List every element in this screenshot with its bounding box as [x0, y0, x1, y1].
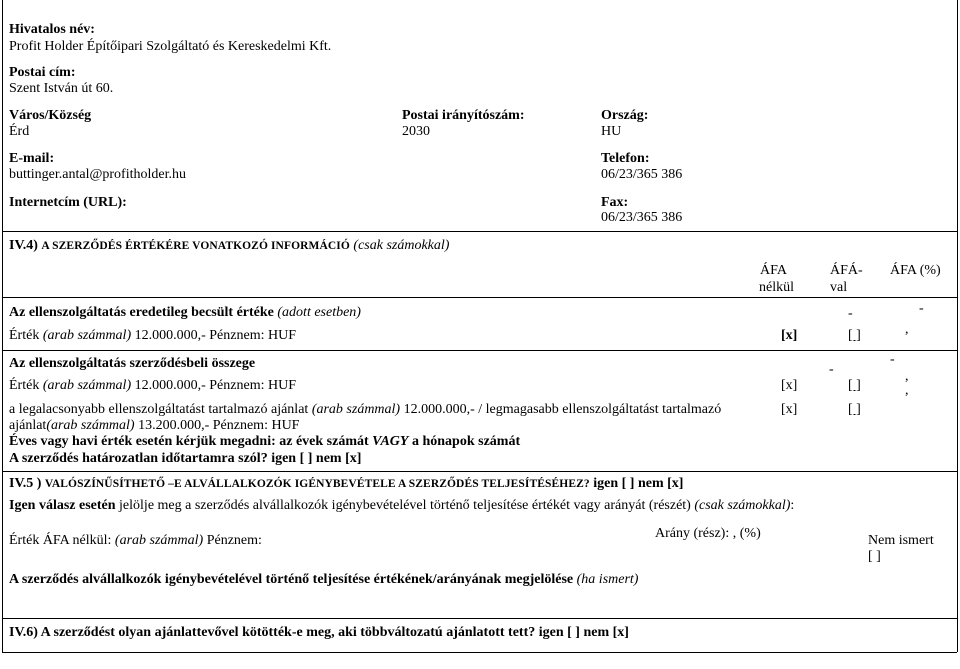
- indefinite-duration-question: A szerződés határozatlan időtartamra szól? igen [ ] nem [x]: [9, 451, 362, 466]
- vat-percent-comma: ,: [905, 383, 909, 398]
- designation-text: A szerződés alvállalkozók igénybevételével történő teljesítése értékének/arányának megjelölése: [9, 572, 574, 587]
- offer-range-row: [9, 402, 769, 434]
- vat-percent-comma: ,: [905, 369, 909, 384]
- col-header-without-vat: ÁFA: [760, 263, 787, 278]
- range-text-1: a legalacsonyabb ellenszolgáltatást tartalmazó ajánlat: [9, 402, 309, 417]
- with-vat-dash: -: [848, 306, 853, 321]
- subcontracting-value-row: [9, 533, 262, 549]
- section-answer: igen [ ] nem [x]: [538, 625, 629, 640]
- section-number: IV.4): [9, 238, 38, 253]
- fax: 06/23/365 386: [601, 210, 683, 225]
- instruction-lead: Igen válasz esetén: [9, 498, 116, 513]
- value-note: (arab számmal): [42, 378, 132, 393]
- fax-label: Fax:: [601, 195, 629, 210]
- annual-note-text: Éves vagy havi érték esetén kérjük megadni: az évek számát: [9, 434, 369, 449]
- without-vat-mark: [x]: [781, 378, 798, 393]
- email: buttinger.antal@profitholder.hu: [9, 167, 186, 182]
- section-title: VALÓSZÍNŰSÍTHETŐ –E ALVÁLLALKOZÓK IGÉNYBEVÉTELE A SZERZŐDÉS TELJESÍTÉSÉHEZ?: [44, 478, 590, 490]
- vat-percent-dash: -: [890, 352, 895, 367]
- annual-note-text-end: a hónapok számát: [411, 434, 521, 449]
- range-text-2: 12.000.000,- / legmagasabb ellenszolgáltatást tartalmazó ajánlat: [9, 402, 722, 433]
- heading-note: (adott esetben): [277, 305, 361, 320]
- contract-value-row: [9, 378, 296, 394]
- row-divider: [2, 297, 957, 298]
- col-header-with-vat-line2: val: [830, 280, 848, 295]
- official-name: Profit Holder Építőipari Szolgáltató és Kereskedelmi Kft.: [9, 39, 332, 54]
- value-label: Érték ÁFA nélkül:: [9, 533, 112, 548]
- col-header-vat-percent: ÁFA (%): [890, 263, 941, 278]
- section-divider: [2, 618, 957, 619]
- with-vat-mark: [ ]: [848, 378, 861, 393]
- value-note: (arab számmal): [42, 328, 132, 343]
- section-title-note: (csak számokkal): [353, 238, 450, 253]
- unknown-mark: [ ]: [868, 549, 881, 564]
- value-currency: Pénznem:: [206, 533, 262, 548]
- section-divider: [2, 231, 957, 232]
- without-vat-mark: [x]: [781, 328, 798, 343]
- range-note-2: (arab számmal): [46, 418, 135, 433]
- vat-percent-dash: -: [919, 301, 924, 316]
- city: Érd: [9, 124, 30, 139]
- section-answer: igen [ ] nem [x]: [593, 476, 684, 491]
- subcontracting-designation: [9, 572, 638, 588]
- instruction-text: jelölje meg a szerződés alvállalkozók igénybevételével történő teljesítése értékét vagy arányát (részét): [119, 498, 691, 513]
- section-iv6-question: [9, 625, 629, 641]
- postal-address-label: Postai cím:: [9, 65, 76, 80]
- col-header-without-vat-line2: nélkül: [759, 280, 794, 295]
- email-label: E-mail:: [9, 151, 55, 166]
- section-divider: [2, 471, 957, 472]
- postcode: 2030: [402, 124, 430, 139]
- range-text-3: 13.200.000,- Pénznem: HUF: [138, 418, 300, 433]
- url-label: Internetcím (URL):: [9, 195, 127, 210]
- row-divider: [2, 350, 957, 351]
- postcode-label: Postai irányítószám:: [402, 108, 525, 123]
- section-title: A SZERZŐDÉS ÉRTÉKÉRE VONATKOZÓ INFORMÁCIÓ: [41, 240, 350, 252]
- section-iv5-title: [9, 476, 683, 492]
- instruction-note: (csak számokkal): [694, 498, 791, 513]
- without-vat-mark: [x]: [781, 402, 798, 417]
- with-vat-dash: -: [829, 362, 834, 377]
- form-bottom-border: [2, 652, 957, 653]
- annual-value-note: [9, 434, 520, 450]
- country: HU: [601, 124, 622, 139]
- value-amount: 12.000.000,- Pénznem: HUF: [134, 328, 296, 343]
- instruction-end: :: [790, 498, 795, 513]
- value-label: Érték: [9, 378, 40, 393]
- postal-address: Szent István út 60.: [9, 81, 114, 96]
- phone: 06/23/365 386: [601, 167, 683, 182]
- heading-text: Az ellenszolgáltatás eredetileg becsült értéke: [9, 305, 274, 320]
- annual-note-or: VAGY: [372, 434, 409, 449]
- with-vat-mark: [ ]: [848, 402, 861, 417]
- phone-label: Telefon:: [601, 151, 650, 166]
- designation-note: (ha ismert): [576, 572, 639, 587]
- official-name-label: Hivatalos név:: [9, 22, 95, 37]
- section-iv4-title: [9, 238, 449, 254]
- estimated-value-heading: [9, 305, 361, 321]
- subcontracting-instruction: [9, 498, 794, 514]
- col-header-with-vat: ÁFÁ-: [830, 263, 863, 278]
- form-frame: [2, 0, 958, 652]
- unknown-label: Nem ismert: [868, 533, 934, 548]
- country-label: Ország:: [601, 108, 649, 123]
- range-note-1: (arab számmal): [311, 402, 401, 417]
- section-number: IV.6): [9, 625, 38, 640]
- section-question: A szerződést olyan ajánlattevővel kötötték-e meg, aki többváltozatú ajánlatott tett?: [40, 625, 536, 640]
- contract-value-heading: Az ellenszolgáltatás szerződésbeli összege: [9, 356, 256, 371]
- with-vat-mark: [ ]: [848, 328, 861, 343]
- estimated-value-row: [9, 328, 296, 344]
- value-note: (arab számmal): [114, 533, 204, 548]
- section-number: IV.5 ): [9, 476, 42, 491]
- value-amount: 12.000.000,- Pénznem: HUF: [134, 378, 296, 393]
- vat-percent-comma: ,: [905, 322, 909, 337]
- subcontracting-ratio: Arány (rész): , (%): [655, 526, 761, 541]
- value-label: Érték: [9, 328, 40, 343]
- city-label: Város/Község: [9, 108, 92, 123]
